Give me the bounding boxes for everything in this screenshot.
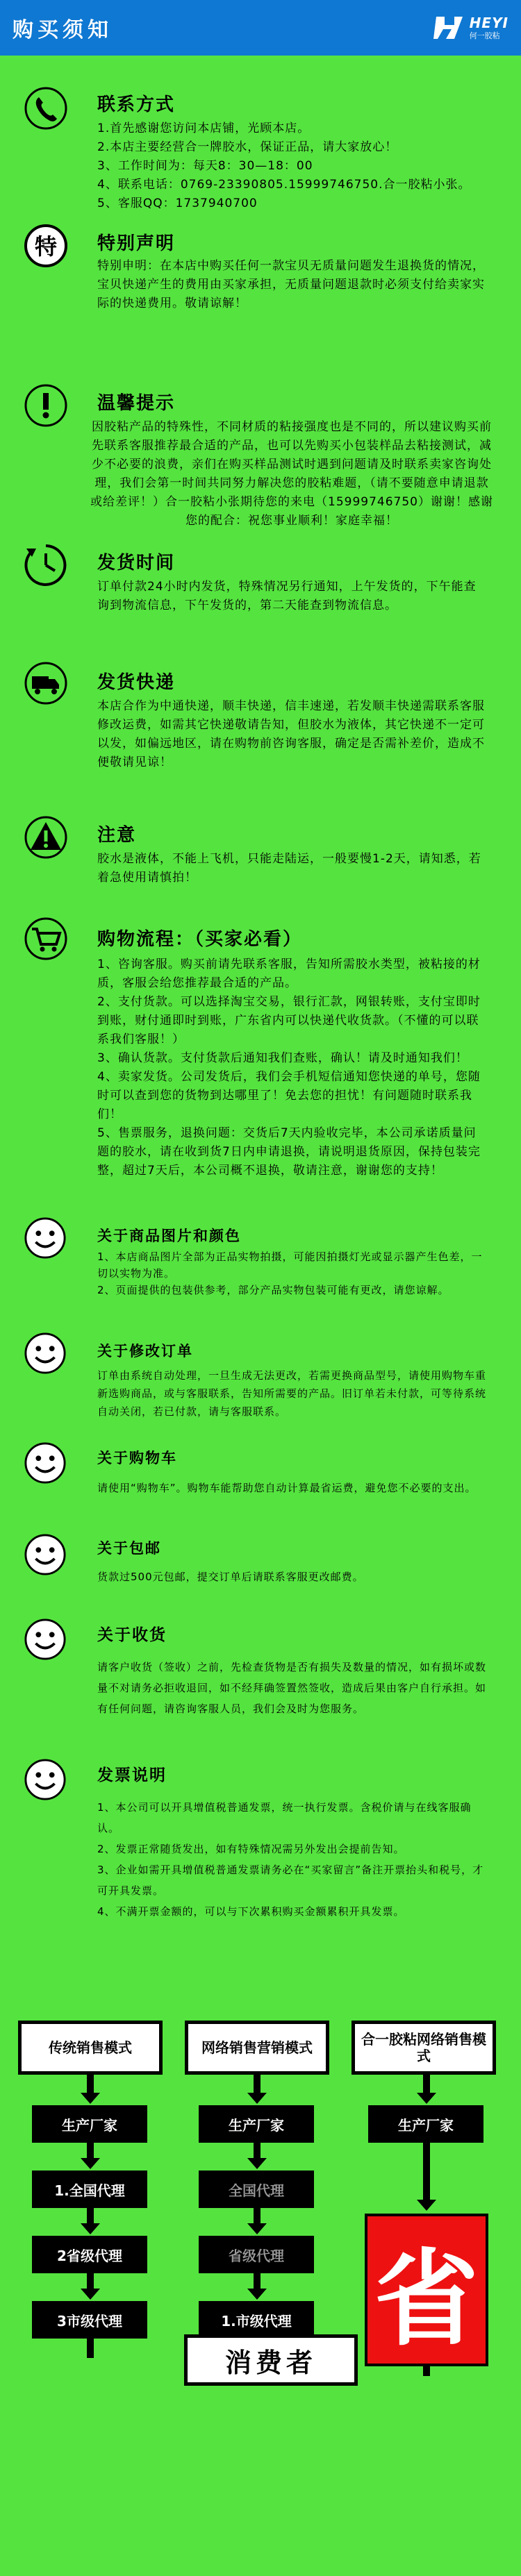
process-body: 1、咨询客服。购买前请先联系客服，告知所需胶水类型，被粘接的材质，客服会给您推荐最合适的产品。 2、支付货款。可以选择淘宝交易，银行汇款，网银转账，支付宝即时到账，财付通即时到账，广东省内可以快递代收货款。（不懂的可以联系我们客服！） 3、确认货款。支付货款后通知我们查账，确认！请及时通知我们！ 4、卖家发货。公司发货后，我们会手机短信通知您快递的单号，您随时可以查到您的货物到达哪里了！免去您的担忧！有问题随时联系我们！ 5、售票服务，退换问题：交货后7天内验收完毕，本公司承诺质量问题的胶水，请在收到货7日内申请退换，请说明退货原因，保持包装完整，超过7天后，本公司概不退换，敬请注意，谢谢您的支持！ <box>97 957 481 1178</box>
smiley-icon <box>24 1216 67 1260</box>
cart-icon <box>24 917 68 961</box>
tips-title: 温馨提示 <box>97 393 176 414</box>
cart-body: 请使用“购物车”。购物车能帮助您自动计算最省运费，避免您不必要的支出。 <box>97 1482 477 1494</box>
save-money-badge: 省 <box>365 2214 488 2366</box>
connector <box>423 2366 430 2376</box>
shipping-body: 货款过500元包邮，提交订单后请联系客服更改邮费。 <box>97 1571 364 1583</box>
smiley-icon <box>24 1533 67 1576</box>
arrow-down-icon <box>81 2289 100 2300</box>
special-title: 特别声明 <box>97 233 176 254</box>
header-network: 网络销售营销模式 <box>185 2021 329 2075</box>
warning-icon <box>24 815 68 860</box>
connector <box>87 2339 94 2358</box>
notice-body: 胶水是液体，不能上飞机，只能走陆运，一般要慢1-2天，请知悉，若着急使用请慎拍！ <box>97 852 481 885</box>
tips-body: 因胶粘产品的特殊性，不同材质的粘接强度也是不同的，所以建议购买前先联系客服推荐最合适的产品，也可以先购买小包装样品去粘接测试，减少不必要的浪费，亲们在购买样品测试时遇到问题请及时联系卖家咨询处理，我们会第一时间共同努力解决您的胶粘难题，（请不要随意申请退款或给差评！）合一胶粘小张期待您的来电（15999746750）谢谢！感谢您的配合：祝您事业顺利！家庭幸福！ <box>90 420 493 528</box>
smiley-icon <box>24 1618 67 1661</box>
connector <box>87 2143 94 2159</box>
col2-step-1: 生产厂家 <box>199 2105 314 2143</box>
images-body: 1、本店商品图片全部为正品实物拍摄，可能因拍摄灯光或显示器产生色差，一切以实物为准。 2、页面提供的包装供参考，部分产品实物包装可能有更改，请您谅解。 <box>97 1251 483 1296</box>
contact-body: 1.首先感谢您访问本店铺，光顾本店。 2.本店主要经营合一牌胶水，保证正品，请大家放心！ 3、工作时间为：每天8：30—18：00 4、联系电话：0769-23390805.15999746750.合一胶粘小张。 5、客服QQ：1737940700 <box>97 122 471 210</box>
col3-step-1: 生产厂家 <box>368 2105 483 2143</box>
contact-title: 联系方式 <box>97 94 176 115</box>
shipping-title: 关于包邮 <box>97 1540 161 1557</box>
express-title: 发货快递 <box>97 672 176 693</box>
brand-logo <box>433 14 508 42</box>
delivery-truck-icon <box>24 661 68 705</box>
arrow-down-icon <box>247 2093 267 2104</box>
arrow-down-icon <box>417 2200 436 2211</box>
exclamation-icon <box>24 383 68 428</box>
notice-title: 注意 <box>97 825 137 846</box>
col1-step-2: 1.全国代理 <box>32 2171 147 2208</box>
smiley-icon <box>24 1758 67 1801</box>
invoice-title: 发票说明 <box>97 1766 167 1784</box>
delivery-time-body: 订单付款24小时内发货，特殊情况另行通知，上午发货的，下午能查询到物流信息，下午发货的，第二天能查到物流信息。 <box>97 580 477 612</box>
page-title: 购买须知 <box>13 18 113 42</box>
invoice-body: 1、本公司可以开具增值税普通发票，统一执行发票。含税价请与在线客服确认。 2、发票正常随货发出，如有特殊情况需另外发出会提前告知。 3、企业如需开具增值税普通发票请务必在“买家留言”备注开票抬头和税号，才可开具发票。 4、不满开票金额的，可以与下次累积购买金额累积开具发票。 <box>97 1801 484 1918</box>
logo-brand-text: HEYI <box>469 15 508 31</box>
svg-text:特: 特 <box>34 233 58 260</box>
arrow-down-icon <box>247 2289 267 2300</box>
phone-icon <box>24 86 68 131</box>
connector <box>87 2273 94 2290</box>
arrow-down-icon <box>81 2093 100 2104</box>
arrow-down-icon <box>417 2093 436 2104</box>
express-body: 本店合作为中通快递，顺丰快递，信丰速递，若发顺丰快递需联系客服修改运费，如需其它快递敬请告知，但胶水为液体，其它快递不一定可以发，如偏远地区，请在购物前咨询客服，确定是否需补差价，造成不便敬请见谅！ <box>97 699 485 769</box>
connector <box>423 2143 430 2201</box>
modify-body: 订单由系统自动处理，一旦生成无法更改，若需更换商品型号，请使用购物车重新选购商品，或与客服联系，告知所需要的产品。旧订单若未付款，可等待系统自动关闭，若已付款，请与客服联系。 <box>97 1369 487 1418</box>
cart-title: 关于购物车 <box>97 1450 177 1466</box>
arrow-down-icon <box>247 2223 267 2234</box>
arrow-down-icon <box>81 2158 100 2169</box>
clock-icon <box>24 543 68 587</box>
modify-title: 关于修改订单 <box>97 1343 193 1360</box>
process-title: 购物流程：（买家必看） <box>97 929 303 950</box>
logo-mark-icon <box>433 14 464 42</box>
col1-step-4: 3市级代理 <box>32 2301 147 2339</box>
receipt-body: 请客户收货（签收）之前，先检查货物是否有损失及数量的情况，如有损坏或数量不对请务必拒收退回，如不经拜确签置然签收，造成后果由客户自行承担。如有任何问题，请咨询客服人员，我们会及时为您服务。 <box>97 1661 487 1715</box>
col1-step-3: 2省级代理 <box>32 2236 147 2273</box>
smiley-icon <box>24 1441 67 1484</box>
consumer-box: 消费者 <box>184 2334 358 2386</box>
connector <box>254 2143 260 2159</box>
connector <box>87 2208 94 2225</box>
header-traditional: 传统销售模式 <box>18 2021 163 2075</box>
special-badge-icon <box>24 224 68 268</box>
receipt-title: 关于收货 <box>97 1626 167 1644</box>
col2-step-4: 1.市级代理 <box>199 2301 314 2339</box>
connector <box>254 2273 260 2290</box>
col2-step-2: 全国代理 <box>199 2171 314 2208</box>
logo-sub-text: 何一胶粘 <box>469 31 500 40</box>
smiley-icon <box>24 1332 67 1375</box>
images-title: 关于商品图片和颜色 <box>97 1228 241 1244</box>
col1-step-1: 生产厂家 <box>32 2105 147 2143</box>
delivery-time-title: 发货时间 <box>97 553 176 574</box>
connector <box>254 2208 260 2225</box>
arrow-down-icon <box>81 2223 100 2234</box>
header-heyi: 合一胶粘网络销售模式 <box>352 2021 496 2075</box>
arrow-down-icon <box>247 2158 267 2169</box>
special-body: 特别申明：在本店中购买任何一款宝贝无质量问题发生退换货的情况，宝贝快递产生的费用由买家承担，无质量问题退款时必须支付给卖家实际的快递费用。敬请谅解！ <box>97 259 485 310</box>
page-header <box>0 0 521 56</box>
col2-step-3: 省级代理 <box>199 2236 314 2273</box>
